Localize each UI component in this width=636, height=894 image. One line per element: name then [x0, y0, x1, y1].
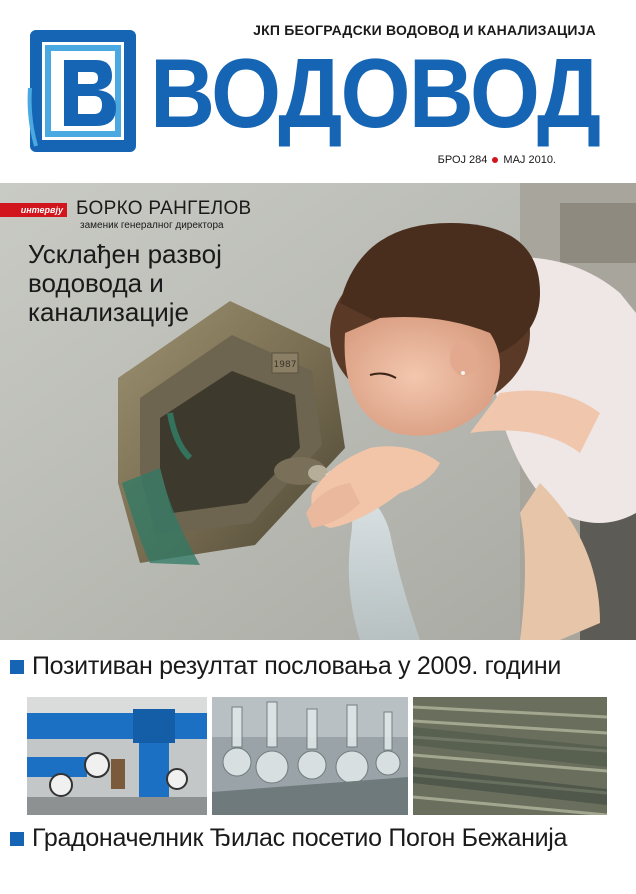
lab-glassware-icon — [212, 697, 408, 815]
square-bullet-icon — [10, 832, 24, 846]
thumbnail-strip — [27, 697, 607, 815]
fountain-plate-number: 1987 — [273, 360, 297, 370]
issue-line — [438, 154, 556, 166]
magazine-title: ВОДОВОД — [150, 38, 600, 148]
story-teaser[interactable] — [10, 824, 630, 853]
headline-line: Усклађен развој — [28, 239, 222, 269]
section-tag: интервју — [0, 203, 67, 217]
blue-pipes-icon — [27, 697, 207, 815]
issue-dot-icon — [492, 157, 498, 163]
masthead — [0, 0, 636, 182]
interviewee-name: БОРКО РАНГЕЛОВ — [76, 198, 252, 219]
vodovod-logo-icon — [26, 28, 146, 154]
publisher-name: ЈКП БЕОГРАДСКИ ВОДОВОД И КАНАЛИЗАЦИЈА — [253, 22, 596, 38]
filter-beds-thumbnail[interactable] — [413, 697, 607, 815]
issue-date: МАЈ 2010. — [503, 154, 556, 166]
headline-line: канализације — [28, 297, 189, 327]
cover-headline — [28, 240, 288, 327]
filter-beds-icon — [413, 697, 607, 815]
interviewee-role: заменик генералног директора — [80, 220, 224, 231]
issue-number: БРОЈ 284 — [437, 154, 488, 166]
story-title: Позитиван резултат пословања у 2009. години — [32, 652, 562, 680]
pipes-thumbnail[interactable] — [27, 697, 207, 815]
headline-line: водовода и — [28, 268, 164, 298]
story-teaser[interactable] — [10, 652, 630, 681]
story-title: Градоначелник Ђилас посетио Погон Бежанија — [32, 824, 568, 852]
lab-thumbnail[interactable] — [212, 697, 408, 815]
square-bullet-icon — [10, 660, 24, 674]
